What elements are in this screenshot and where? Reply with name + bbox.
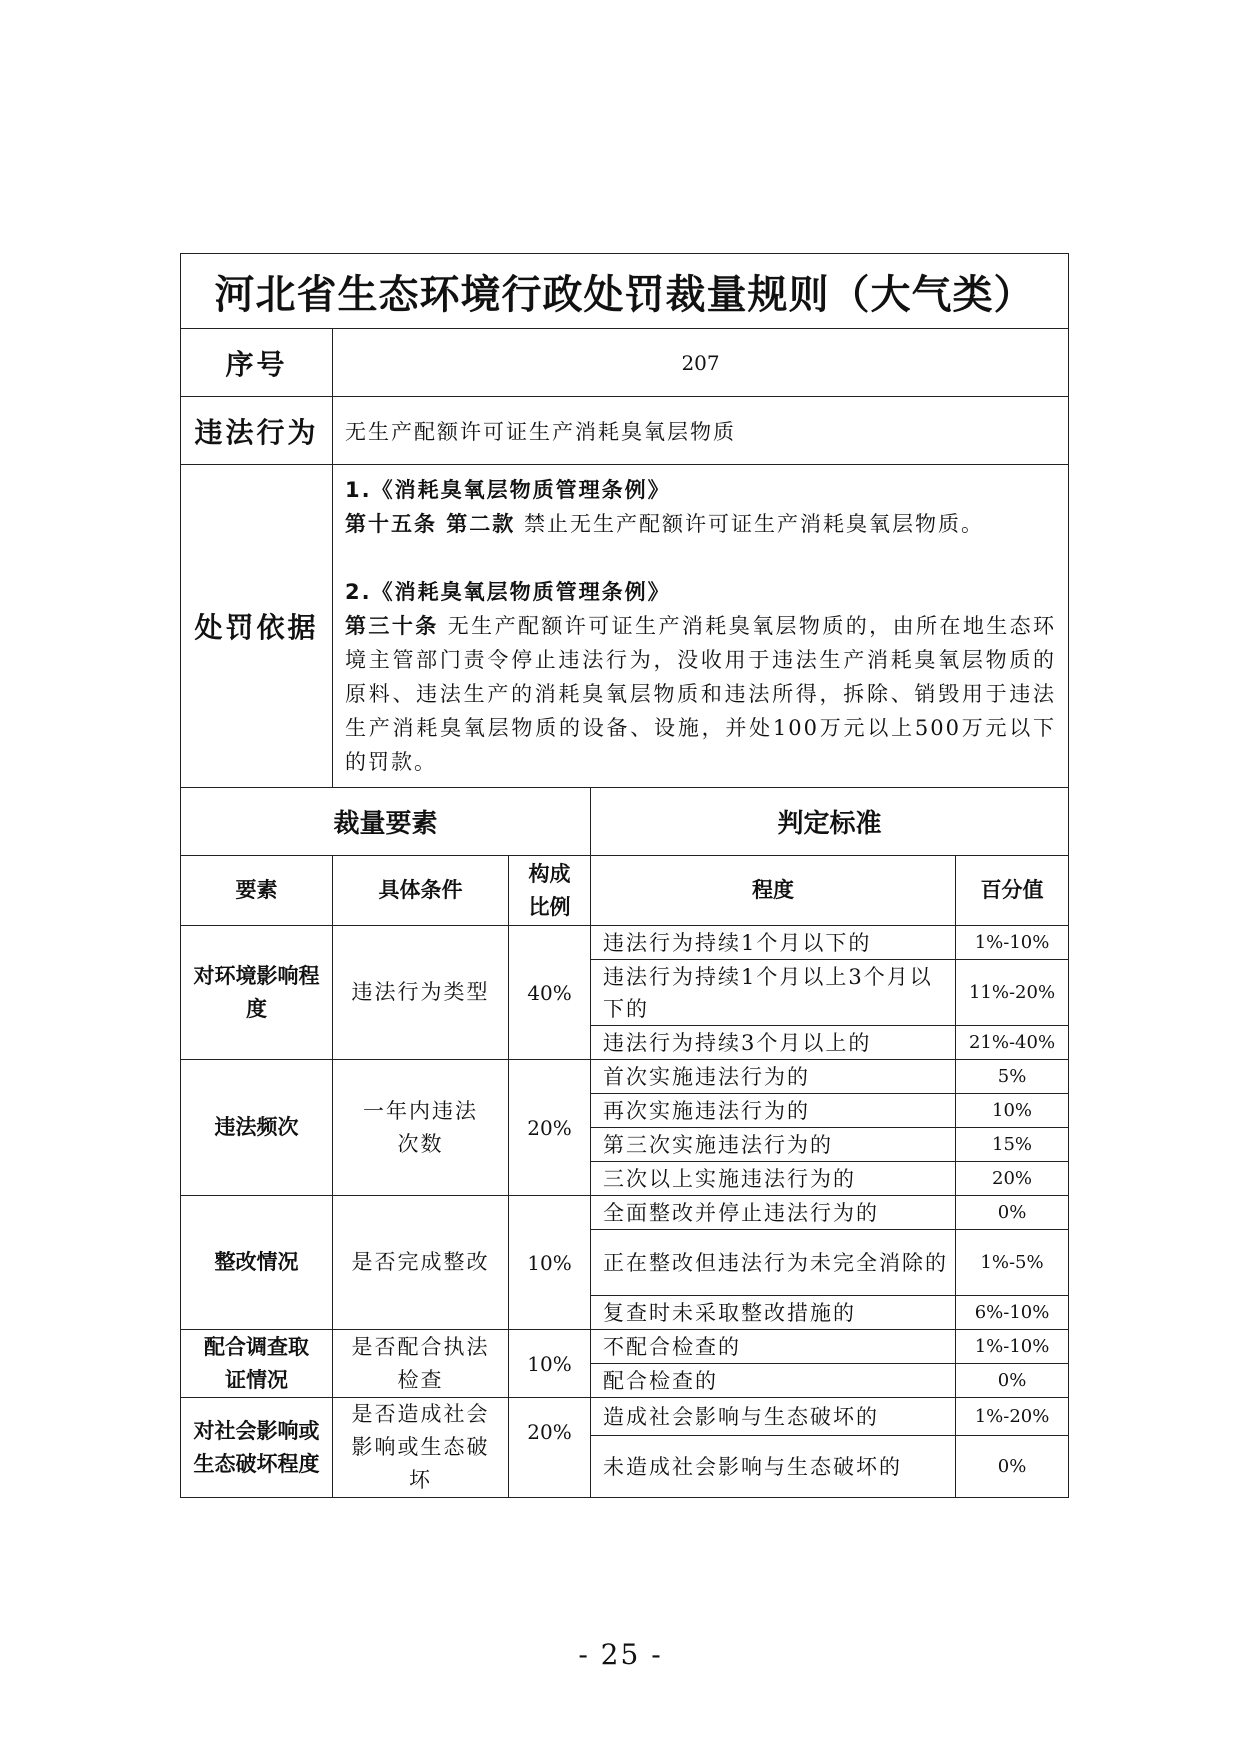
- section-header-factors: 裁量要素: [181, 788, 591, 856]
- factor-ratio: 10%: [509, 1330, 591, 1398]
- level-degree: 再次实施违法行为的: [591, 1094, 956, 1128]
- page-number: - 25 -: [578, 1638, 663, 1671]
- factor-ratio: 20%: [509, 1060, 591, 1196]
- factor-name: 整改情况: [181, 1196, 333, 1330]
- level-degree: 违法行为持续3个月以上的: [591, 1026, 956, 1060]
- level-percent: 1%-10%: [956, 926, 1069, 960]
- level-percent: 1%-20%: [956, 1398, 1069, 1436]
- level-degree: 三次以上实施违法行为的: [591, 1162, 956, 1196]
- factor-name: 对环境影响程度: [181, 926, 333, 1060]
- factor-condition: 是否完成整改: [333, 1196, 509, 1330]
- basis-label: 处罚依据: [181, 465, 333, 788]
- factor-condition: 是否配合执法检查: [333, 1330, 509, 1398]
- serial-label: 序号: [181, 329, 333, 397]
- level-degree: 未造成社会影响与生态破坏的: [591, 1436, 956, 1498]
- level-degree: 不配合检查的: [591, 1330, 956, 1364]
- factor-name: 对社会影响或生态破坏程度: [181, 1398, 333, 1498]
- level-percent: 15%: [956, 1128, 1069, 1162]
- basis-item1-title: 1.《消耗臭氧层物质管理条例》: [345, 478, 671, 502]
- level-percent: 20%: [956, 1162, 1069, 1196]
- col-header-ratio: 构成比例: [509, 856, 591, 926]
- factor-ratio: 20%: [509, 1398, 591, 1498]
- col-header-degree: 程度: [591, 856, 956, 926]
- level-percent: 0%: [956, 1196, 1069, 1230]
- level-percent: 10%: [956, 1094, 1069, 1128]
- factor-condition: 一年内违法次数: [333, 1060, 509, 1196]
- level-degree: 违法行为持续1个月以下的: [591, 926, 956, 960]
- level-degree: 第三次实施违法行为的: [591, 1128, 956, 1162]
- serial-value: 207: [333, 329, 1069, 397]
- factor-name: 配合调查取证情况: [181, 1330, 333, 1398]
- col-header-condition: 具体条件: [333, 856, 509, 926]
- level-percent: 6%-10%: [956, 1296, 1069, 1330]
- basis-item1-text: 禁止无生产配额许可证生产消耗臭氧层物质。: [515, 512, 984, 536]
- level-percent: 1%-10%: [956, 1330, 1069, 1364]
- level-degree: 首次实施违法行为的: [591, 1060, 956, 1094]
- level-degree: 配合检查的: [591, 1364, 956, 1398]
- basis-item2-title: 2.《消耗臭氧层物质管理条例》: [345, 580, 671, 604]
- basis-item2-article: 第三十条: [345, 614, 439, 638]
- level-degree: 复查时未采取整改措施的: [591, 1296, 956, 1330]
- level-percent: 1%-5%: [956, 1230, 1069, 1296]
- level-percent: 0%: [956, 1364, 1069, 1398]
- level-percent: 21%-40%: [956, 1026, 1069, 1060]
- level-percent: 0%: [956, 1436, 1069, 1498]
- level-degree: 正在整改但违法行为未完全消除的: [591, 1230, 956, 1296]
- factor-name: 违法频次: [181, 1060, 333, 1196]
- section-header-criteria: 判定标准: [591, 788, 1069, 856]
- level-degree: 违法行为持续1个月以上3个月以下的: [591, 960, 956, 1026]
- level-degree: 全面整改并停止违法行为的: [591, 1196, 956, 1230]
- level-degree: 造成社会影响与生态破坏的: [591, 1398, 956, 1436]
- document-title: 河北省生态环境行政处罚裁量规则（大气类）: [181, 254, 1069, 329]
- violation-label: 违法行为: [181, 397, 333, 465]
- factor-condition: 是否造成社会影响或生态破坏: [333, 1398, 509, 1498]
- level-percent: 11%-20%: [956, 960, 1069, 1026]
- penalty-discretion-table: [180, 253, 1069, 1498]
- factor-ratio: 10%: [509, 1196, 591, 1330]
- basis-content: [333, 465, 1069, 788]
- factor-condition: 违法行为类型: [333, 926, 509, 1060]
- col-header-percent: 百分值: [956, 856, 1069, 926]
- level-percent: 5%: [956, 1060, 1069, 1094]
- col-header-factor: 要素: [181, 856, 333, 926]
- basis-item2-text: 无生产配额许可证生产消耗臭氧层物质的，由所在地生态环境主管部门责令停止违法行为，没收用于违法生产消耗臭氧层物质的原料、违法生产的消耗臭氧层物质和违法所得，拆除、销毁用于违法生产消耗臭氧层物质的设备、设施，并处100万元以上500万元以下的罚款。: [345, 614, 1057, 774]
- basis-item1-article: 第十五条 第二款: [345, 512, 516, 536]
- violation-value: 无生产配额许可证生产消耗臭氧层物质: [333, 397, 1069, 465]
- factor-ratio: 40%: [509, 926, 591, 1060]
